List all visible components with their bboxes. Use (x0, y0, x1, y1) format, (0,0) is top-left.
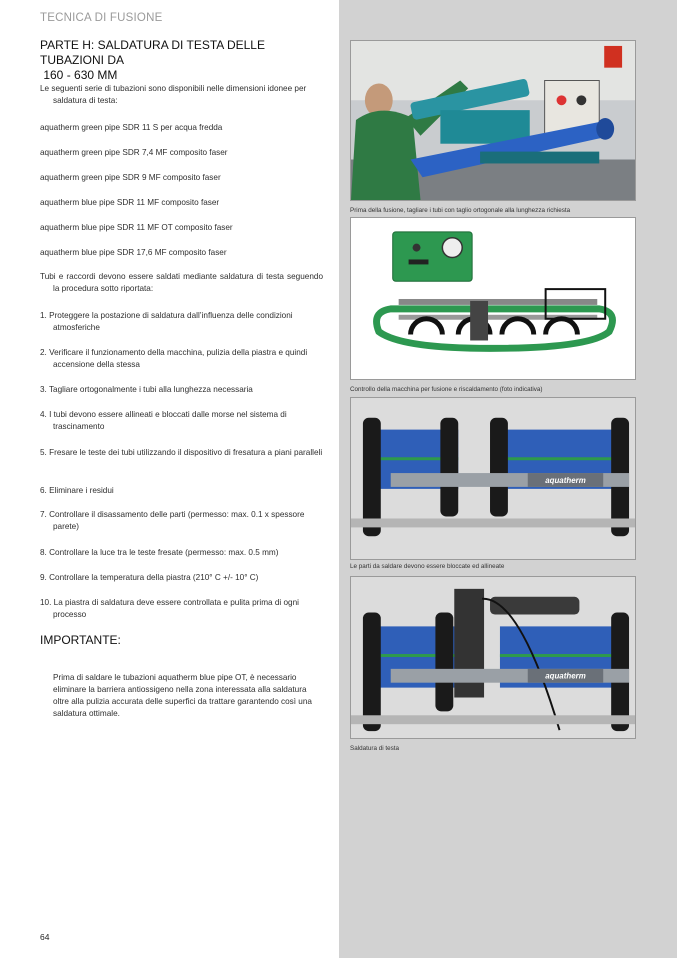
procedure-intro: Tubi e raccordi devono essere saldati mediante saldatura di testa seguendo la procedura sotto riportata: (40, 272, 323, 293)
butt-welding-illustration (351, 577, 635, 738)
step-item: 2. Verificare il funzionamento della macchina, pulizia della piastra e quindi accensione della stessa (40, 348, 308, 369)
step-item: 1. Proteggere la postazione di saldatura dall’influenza delle condizioni atmosferiche (40, 311, 293, 332)
important-text: Prima di saldare le tubazioni aquatherm blue pipe OT, è necessario eliminare la barriera antiossigeno nella zona interessata alla saldatura oltre alla pulizia accurata delle superfici da trattare garantendo così una saldatura ottimale. (53, 673, 312, 719)
important-heading: IMPORTANTE: (40, 633, 121, 647)
photo-caption-1: Prima della fusione, tagliare i tubi con taglio ortogonale alla lunghezza richiesta (350, 207, 571, 214)
title-line-2: 160 - 630 MM (40, 68, 118, 82)
step-item: 9. Controllare la temperatura della piastra (210° C +/- 10° C) (40, 573, 259, 582)
pipe-item: aquatherm blue pipe SDR 11 MF composito faser (40, 198, 220, 207)
photo-machine (350, 217, 636, 380)
page-title (40, 38, 330, 83)
welding-machine-illustration (351, 218, 635, 379)
step-item: 5. Fresare le teste dei tubi utilizzando il dispositivo di fresatura a piani paralleli (40, 448, 323, 457)
step-item: 10. La piastra di saldatura deve essere controllata e pulita prima di ogni processo (40, 598, 299, 619)
pipe-item: aquatherm blue pipe SDR 11 MF OT composito faser (40, 223, 233, 232)
section-header: TECNICA DI FUSIONE (40, 12, 163, 24)
page-number: 64 (40, 932, 50, 942)
photo-clamped (350, 397, 636, 560)
clamped-pipes-illustration (351, 398, 635, 559)
step-item: 4. I tubi devono essere allineati e bloccati dalle morse nel sistema di trascinamento (40, 410, 287, 431)
title-line-1: PARTE H: SALDATURA DI TESTA DELLE TUBAZIONI DA (40, 38, 265, 67)
brand-label-photo4: aquatherm (545, 671, 586, 681)
step-item: 8. Controllare la luce tra le teste fresate (permesso: max. 0.5 mm) (40, 548, 279, 557)
pipe-item: aquatherm blue pipe SDR 17,6 MF composito faser (40, 248, 227, 257)
photo-caption-2: Controllo della macchina per fusione e riscaldamento (foto indicativa) (350, 386, 543, 393)
photo-cutting (350, 40, 636, 201)
pipe-item: aquatherm green pipe SDR 11 S per acqua fredda (40, 123, 223, 132)
cutting-machine-illustration (351, 41, 635, 200)
pipe-item: aquatherm green pipe SDR 7,4 MF composito faser (40, 148, 228, 157)
step-item: 3. Tagliare ortogonalmente i tubi alla lunghezza necessaria (40, 385, 253, 394)
pipe-item: aquatherm green pipe SDR 9 MF composito faser (40, 173, 221, 182)
step-item: 6. Eliminare i residui (40, 486, 114, 495)
photo-caption-4: Saldatura di testa (350, 745, 400, 752)
brand-label-photo3: aquatherm (545, 475, 586, 485)
photo-caption-3: Le parti da saldare devono essere bloccate ed allineate (350, 563, 505, 570)
photo-welding (350, 576, 636, 739)
step-item: 7. Controllare il disassamento delle parti (permesso: max. 0.1 x spessore parete) (40, 510, 305, 531)
intro-paragraph: Le seguenti serie di tubazioni sono disponibili nelle dimensioni idonee per saldatura di testa: (40, 84, 307, 105)
